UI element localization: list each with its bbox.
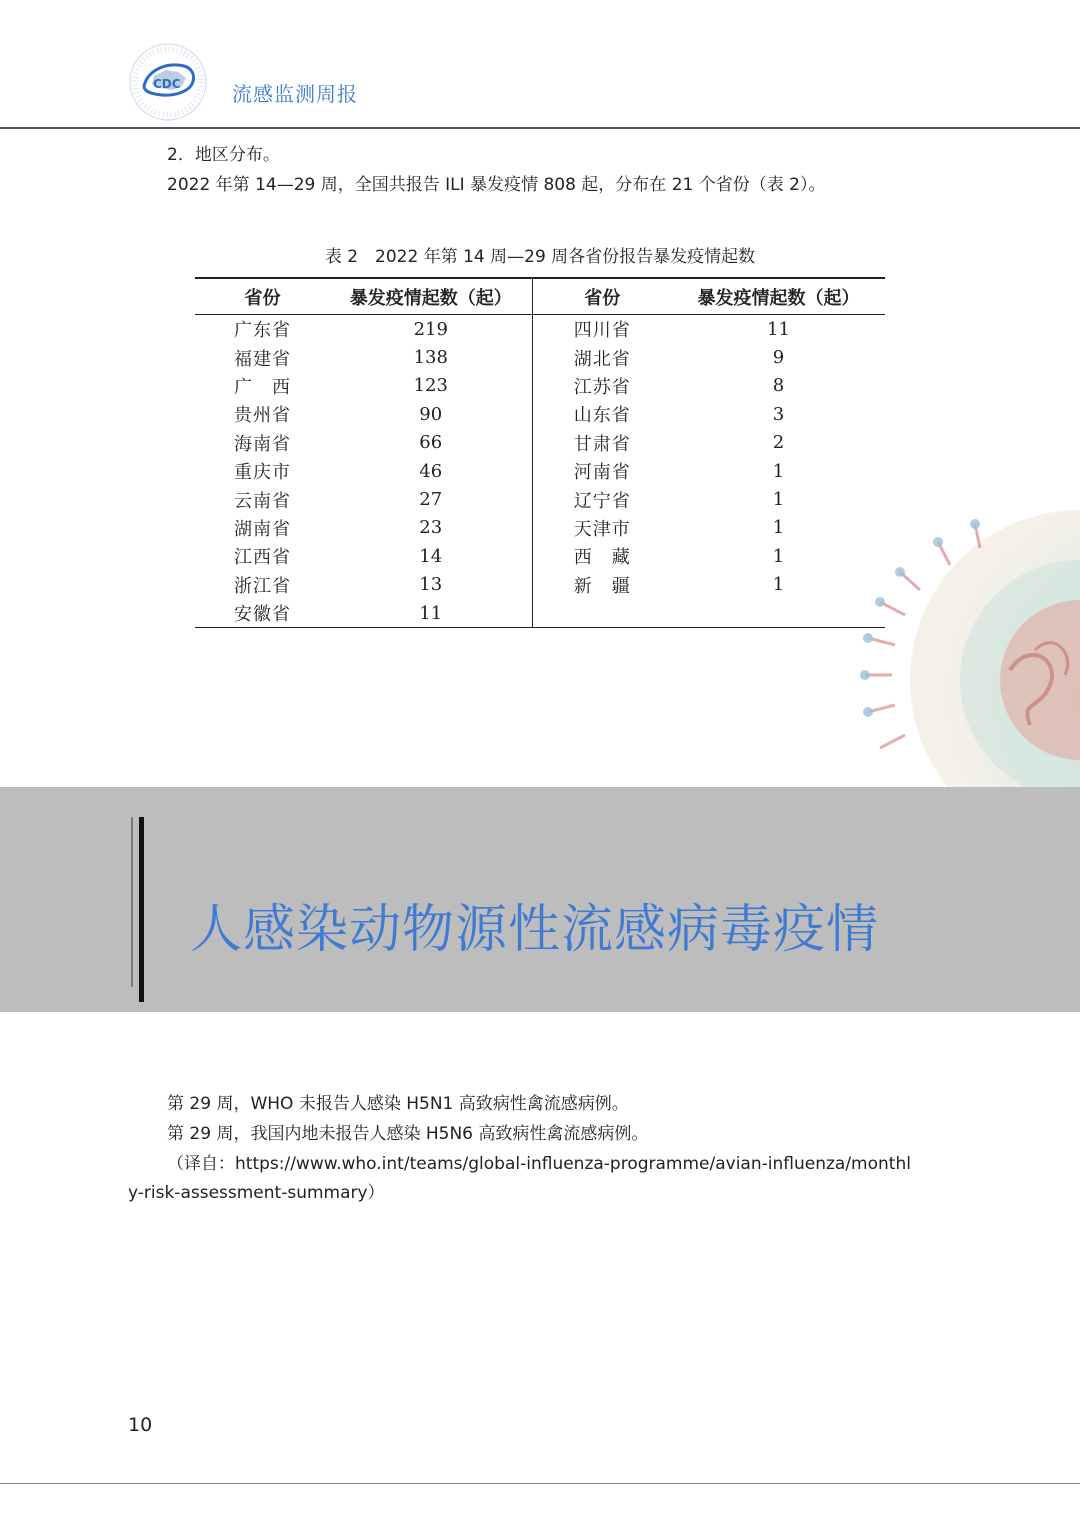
outbreak-count-cell: 66 xyxy=(330,429,532,457)
province-cell: 重庆市 xyxy=(234,462,291,484)
body-line: 第 29 周，WHO 未报告人感染 H5N1 高致病性禽流感病例。 xyxy=(167,1094,629,1114)
banner-accent-bar xyxy=(131,817,133,987)
outbreak-count-cell: 1 xyxy=(772,574,785,596)
province-cell: 天津市 xyxy=(573,518,631,540)
column-header: 暴发疫情起数（起） xyxy=(330,278,532,315)
outbreak-count-cell: 27 xyxy=(330,485,532,513)
province-cell: 江苏省 xyxy=(573,376,631,398)
table-row xyxy=(195,457,885,485)
outbreak-count-cell: 1 xyxy=(772,489,785,511)
outbreak-table xyxy=(195,277,885,628)
source-link-continued: y-risk-assessment-summary） xyxy=(128,1183,385,1203)
outbreak-count-cell xyxy=(672,599,885,628)
outbreak-count-cell: 11 xyxy=(330,599,532,628)
outbreak-count-cell: 2 xyxy=(772,432,785,454)
page-header xyxy=(0,0,1080,130)
section-banner xyxy=(0,787,1080,1012)
province-cell: 云南省 xyxy=(234,490,291,512)
section-text: 2022 年第 14—29 周，全国共报告 ILI 暴发疫情 808 起，分布在 21 个省份（表 2）。 xyxy=(167,175,826,195)
province-cell: 甘肃省 xyxy=(573,433,631,455)
province-cell: 浙江省 xyxy=(234,575,291,597)
virus-illustration xyxy=(860,510,1080,790)
outbreak-count-cell: 11 xyxy=(767,318,790,340)
province-cell: 海南省 xyxy=(234,433,291,455)
section-heading: 2．地区分布。 xyxy=(167,145,280,165)
province-cell: 辽宁省 xyxy=(573,490,631,512)
outbreak-count-cell: 8 xyxy=(772,375,785,397)
banner-accent-bar xyxy=(139,817,144,1002)
header-title: 流感监测周报 xyxy=(232,82,358,106)
outbreak-count-cell: 138 xyxy=(330,343,532,371)
province-cell: 广东省 xyxy=(234,320,291,342)
province-cell: 新 疆 xyxy=(573,575,631,597)
column-header: 省份 xyxy=(195,278,330,315)
table-header-row xyxy=(195,278,885,315)
table-row xyxy=(195,599,885,628)
table-row xyxy=(195,542,885,570)
footer-divider xyxy=(0,1483,1080,1484)
outbreak-count-cell: 1 xyxy=(772,460,785,482)
svg-text:CDC: CDC xyxy=(153,77,181,91)
table-row xyxy=(195,429,885,457)
outbreak-count-cell: 1 xyxy=(772,517,785,539)
province-cell xyxy=(532,599,672,628)
outbreak-count-cell: 13 xyxy=(330,571,532,599)
body-line: 第 29 周，我国内地未报告人感染 H5N6 高致病性禽流感病例。 xyxy=(167,1124,649,1144)
banner-title: 人感染动物源性流感病毒疫情 xyxy=(190,900,880,960)
province-cell: 西 藏 xyxy=(573,547,631,569)
province-cell: 河南省 xyxy=(573,462,631,484)
outbreak-count-cell: 123 xyxy=(330,372,532,400)
province-cell: 湖北省 xyxy=(573,348,631,370)
outbreak-count-cell: 23 xyxy=(330,514,532,542)
outbreak-count-cell: 14 xyxy=(330,542,532,570)
table-row xyxy=(195,372,885,400)
province-cell: 广 西 xyxy=(234,376,291,398)
province-cell: 山东省 xyxy=(573,405,631,427)
column-header: 省份 xyxy=(532,278,672,315)
province-cell: 贵州省 xyxy=(234,405,291,427)
table-row xyxy=(195,571,885,599)
table-row xyxy=(195,343,885,371)
outbreak-count-cell: 46 xyxy=(330,457,532,485)
province-cell: 福建省 xyxy=(234,348,291,370)
province-cell: 湖南省 xyxy=(234,518,291,540)
outbreak-count-cell: 9 xyxy=(772,347,785,369)
column-header: 暴发疫情起数（起） xyxy=(672,278,885,315)
page-number: 10 xyxy=(128,1414,153,1436)
province-cell: 江西省 xyxy=(234,547,291,569)
table-row xyxy=(195,400,885,428)
china-cdc-logo xyxy=(126,40,210,124)
table-row xyxy=(195,485,885,513)
outbreak-count-cell: 1 xyxy=(772,545,785,567)
outbreak-count-cell: 90 xyxy=(330,400,532,428)
province-cell: 安徽省 xyxy=(195,599,330,628)
province-cell: 四川省 xyxy=(573,320,631,342)
table-row xyxy=(195,514,885,542)
table-row xyxy=(195,315,885,344)
outbreak-count-cell: 219 xyxy=(330,315,532,344)
source-link: （译自：https://www.who.int/teams/global-influenza-programme/avian-influenza/monthl xyxy=(167,1154,911,1174)
table-caption: 表 2 2022 年第 14 周—29 周各省份报告暴发疫情起数 xyxy=(324,247,756,267)
header-divider xyxy=(0,127,1080,129)
outbreak-count-cell: 3 xyxy=(772,403,785,425)
